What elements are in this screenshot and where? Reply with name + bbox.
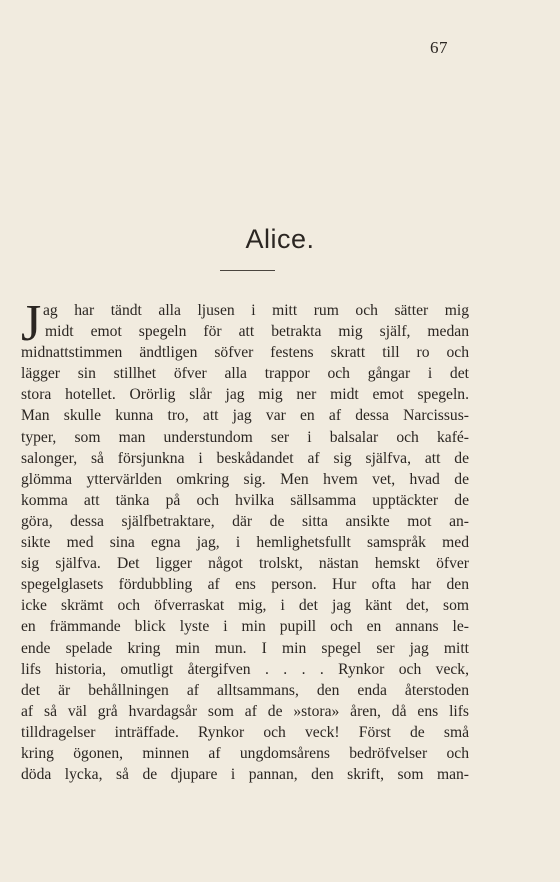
text-line: tilldragelser inträffade. Rynkor och veck! Först de små — [21, 723, 469, 741]
text-line: ag har tändt alla ljusen i mitt rum och sätter mig — [43, 302, 469, 319]
text-line: en främmande blick lyste i min pupill och en annans le- — [21, 618, 469, 636]
text-line: göra, dessa själfbetraktare, där de sitta ansikte mot an- — [21, 512, 469, 530]
text-line: icke skrämt och öfverraskat mig, i det jag känt det, som — [21, 597, 469, 615]
text-line: af så väl grå hvardagsår som af de »stora» åren, då ens lifs — [21, 702, 469, 720]
text-line: stora hotellet. Orörlig slår jag mig ner midt emot spegeln. — [21, 386, 469, 404]
page-number: 67 — [430, 38, 448, 57]
title-rule — [220, 270, 275, 271]
text-line: det är behållningen af alltsammans, den enda återstoden — [21, 681, 469, 699]
chapter-title: Alice. — [245, 224, 315, 254]
text-line: ende spelade kring min mun. I min spegel ser jag mitt — [21, 639, 469, 657]
text-line: sig själfva. Det ligger något trolskt, nästan hemskt öfver — [21, 555, 469, 573]
text-line: typer, som man understundom ser i balsalar och kafé- — [21, 428, 469, 446]
text-line: Man skulle kunna tro, att jag var en af dessa Narcissus- — [21, 407, 469, 425]
text-line: spegelglasets fördubbling af ens person. Hur ofta har den — [21, 576, 469, 594]
text-line: sikte med sina egna jag, i hemlighetsfullt samspråk med — [21, 534, 469, 552]
text-line: lifs historia, omutligt återgifven . . . . Rynkor och veck, — [21, 660, 469, 678]
text-line: salonger, så försjunkna i beskådandet af sig själfva, att de — [21, 449, 469, 467]
text-line: midt emot spegeln för att betrakta mig själf, medan — [45, 323, 469, 341]
text-line: lägger sin stillhet öfver alla trappor och gångar i det — [21, 365, 469, 383]
text-line: midnattstimmen ändtligen söfver festens skratt till ro och — [21, 344, 469, 362]
text-line: glömma yttervärlden omkring sig. Men hvem vet, hvad de — [21, 470, 469, 488]
text-line: komma att tänka på och hvilka sällsamma upptäckter de — [21, 491, 469, 509]
text-line: kring ögonen, minnen af ungdomsårens bedröfvelser och — [21, 744, 469, 762]
text-line: döda lycka, så de djupare i pannan, den skrift, som man- — [21, 766, 469, 784]
body-text — [21, 295, 469, 785]
dropcap: J — [21, 295, 42, 352]
